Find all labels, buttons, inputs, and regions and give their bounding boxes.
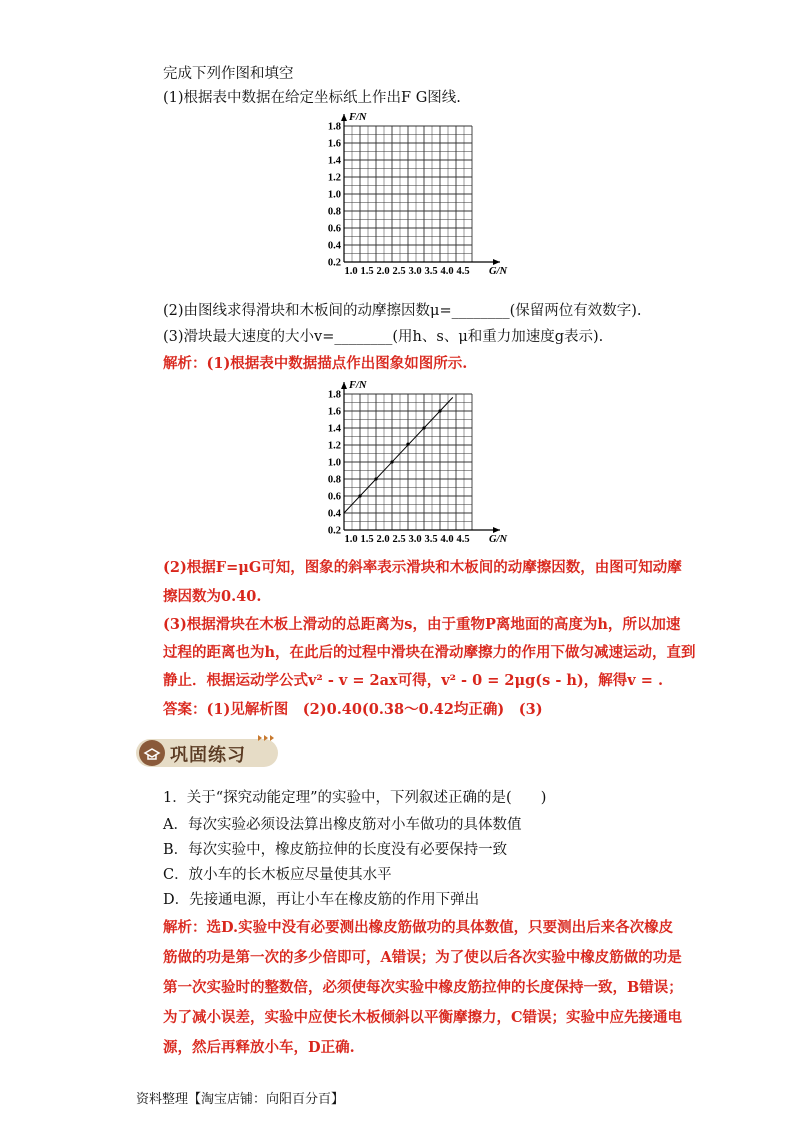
footer-text: 资料整理【淘宝店铺：向阳百分百】 (136, 1092, 345, 1107)
x-tick-label: 4.5 (456, 266, 470, 277)
y-tick-label: 1.6 (327, 406, 341, 418)
y-tick-label: 1.6 (327, 138, 341, 150)
analysis-3-line-2: 过程的距离也为h，在此后的过程中滑块在滑动摩擦力的作用下做匀减速运动，直到 (163, 644, 696, 661)
problem-1-option-d: D．先接通电源，再让小车在橡皮筋的作用下弹出 (163, 892, 480, 908)
x-tick-label: 1.5 (360, 534, 374, 545)
x-axis-arrow-icon (493, 259, 500, 265)
x-tick-label: 3.0 (408, 266, 422, 277)
x-tick-label: 1.5 (360, 266, 374, 277)
problem-1-option-c: C．放小车的长木板应尽量使其水平 (163, 867, 392, 883)
y-tick-label: 0.2 (327, 257, 341, 269)
problem-1-option-a: A．每次实验必须设法算出橡皮筋对小车做功的具体数值 (163, 817, 522, 833)
data-point (422, 426, 425, 429)
analysis-3-line-3: 静止．根据运动学公式v² - v = 2ax可得，v² - 0 = 2μg(s - h)，解得v = . (163, 672, 664, 689)
x-tick-label: 1.0 (344, 534, 358, 545)
question-3: (3)滑块最大速度的大小v=________(用h、s、μ和重力加速度g表示). (163, 329, 604, 345)
data-point (374, 477, 377, 480)
analysis-3-line-1: (3)根据滑块在木板上滑动的总距离为s，由于重物P离地面的高度为h，所以加速 (163, 616, 681, 633)
x-tick-label: 3.5 (424, 534, 438, 545)
x-tick-label: 3.5 (424, 266, 438, 277)
data-point (390, 460, 393, 463)
data-point (438, 409, 441, 412)
fitted-grid-chart (310, 378, 520, 548)
y-tick-label: 0.6 (327, 491, 341, 503)
x-axis-label: G/N (489, 534, 508, 545)
y-axis-arrow-icon (341, 114, 347, 121)
y-tick-label: 0.8 (327, 206, 341, 218)
x-tick-label: 4.5 (456, 534, 470, 545)
answer-text: 答案：(1)见解析图 (2)0.40(0.38～0.42均正确) (3) (163, 701, 543, 718)
analysis-2-line-1: (2)根据F=μG可知，图象的斜率表示滑块和木板间的动摩擦因数，由图可知动摩 (163, 559, 682, 576)
data-point (406, 443, 409, 446)
y-axis-label: F/N (349, 380, 367, 391)
x-axis-arrow-icon (493, 527, 500, 533)
x-tick-label: 3.0 (408, 534, 422, 545)
x-tick-label: 4.0 (440, 266, 454, 277)
y-tick-label: 1.4 (327, 155, 341, 167)
y-tick-label: 1.2 (327, 172, 341, 184)
y-tick-label: 0.6 (327, 223, 341, 235)
empty-grid-chart (310, 110, 520, 280)
y-tick-label: 1.4 (327, 423, 341, 435)
x-tick-label: 2.5 (392, 534, 406, 545)
analysis-title: 解析：(1)根据表中数据描点作出图象如图所示. (163, 355, 468, 372)
question-1: (1)根据表中数据在给定坐标纸上作出F G图线. (163, 90, 461, 106)
x-tick-label: 2.5 (392, 266, 406, 277)
section-title: 巩固练习 (170, 745, 246, 766)
y-tick-label: 1.8 (327, 121, 341, 133)
y-tick-label: 1.2 (327, 440, 341, 452)
problem-1-analysis: 解析：选D.实验中没有必要测出橡皮筋做功的具体数值，只要测出后来各次橡皮筋做的功是第一次的多少倍即可，A错误；为了使以后各次实验中橡皮筋做的功是第一次实验时的整数倍，必须使每次实验中橡皮筋拉伸的长度保持一致，B错误；为了减小误差，实验中应使长木板倾斜以平衡摩擦力，C错误；实验中应先接通电源，然后再释放小车，D正确. (163, 919, 683, 1056)
y-tick-label: 0.2 (327, 525, 341, 537)
y-tick-label: 0.8 (327, 474, 341, 486)
x-axis-label: G/N (489, 266, 508, 277)
x-tick-label: 2.0 (376, 534, 390, 545)
y-tick-label: 0.4 (327, 240, 341, 252)
y-axis-label: F/N (349, 112, 367, 123)
header-text: 完成下列作图和填空 (163, 66, 294, 82)
section-badge (136, 733, 282, 767)
problem-1-stem: 1．关于“探究动能定理”的实验中，下列叙述正确的是( ) (163, 790, 547, 806)
y-tick-label: 1.8 (327, 389, 341, 401)
x-tick-label: 1.0 (344, 266, 358, 277)
x-tick-label: 4.0 (440, 534, 454, 545)
problem-1-option-b: B．每次实验中，橡皮筋拉伸的长度没有必要保持一致 (163, 842, 508, 858)
analysis-2-line-2: 擦因数为0.40. (163, 588, 262, 605)
y-tick-label: 0.4 (327, 508, 341, 520)
data-point (358, 494, 361, 497)
y-tick-label: 1.0 (327, 457, 341, 469)
y-axis-arrow-icon (341, 382, 347, 389)
x-tick-label: 2.0 (376, 266, 390, 277)
y-tick-label: 1.0 (327, 189, 341, 201)
question-2: (2)由图线求得滑块和木板间的动摩擦因数μ=________(保留两位有效数字). (163, 303, 642, 319)
